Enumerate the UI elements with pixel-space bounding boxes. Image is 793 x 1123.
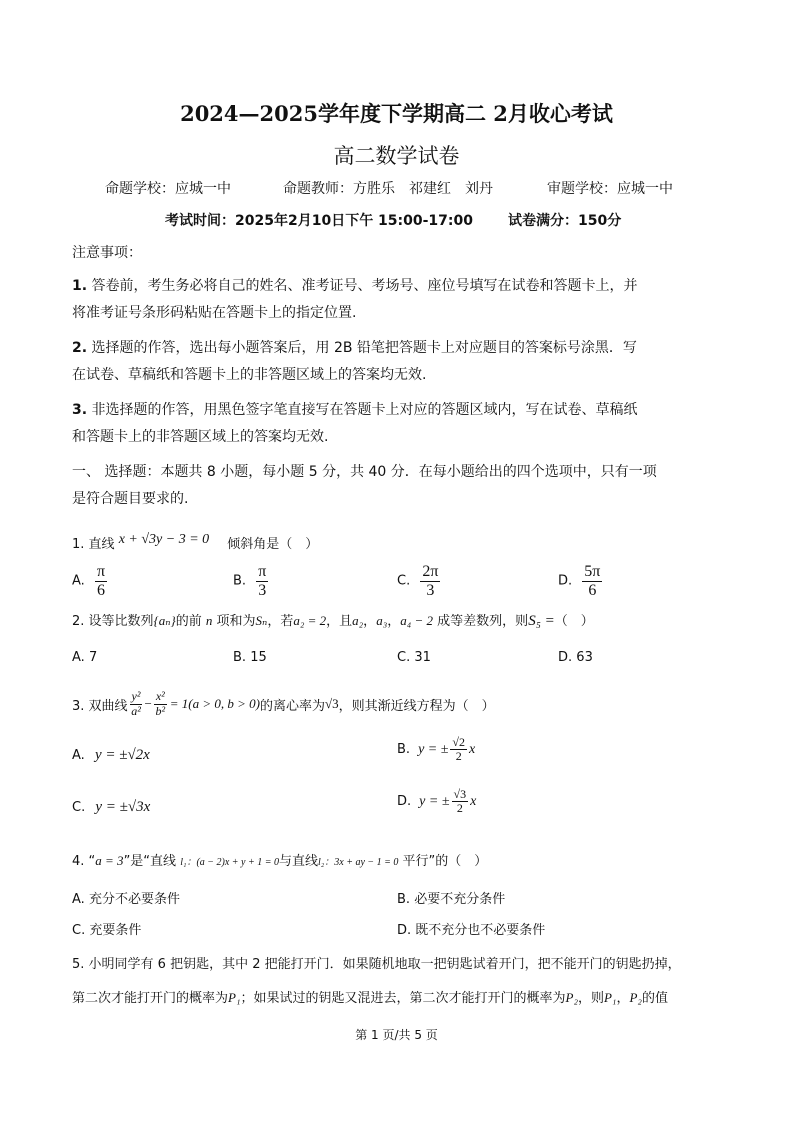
question-1 [72, 533, 318, 553]
option-label: B. [233, 573, 247, 589]
option-c[interactable] [72, 799, 150, 816]
fraction [450, 736, 467, 763]
option-suffix: x [470, 793, 477, 809]
exam-title: 2024—2025学年度下学期高二 2月收心考试 [180, 101, 613, 126]
notice-item-1 [72, 275, 638, 295]
question-text: 与直线 [278, 854, 318, 869]
notice-item-number: 3. [72, 402, 88, 418]
option-a[interactable] [72, 563, 107, 599]
probability-p2: P₂ [565, 990, 578, 1005]
line-l1-equation: ：(a − 2)x + y + 1 = 0 [186, 857, 279, 868]
exam-subtitle: 高二数学试卷 [333, 144, 460, 168]
option-label: C. [72, 800, 86, 815]
denominator: 6 [588, 581, 597, 599]
exam-time: 考试时间：2025年2月10日下午 15:00-17:00 [165, 213, 473, 229]
question-text: 2. 设等比数列 [72, 614, 154, 629]
question-2: 2. 设等比数列{aₙ}的前 n 项和为Sₙ，若a₂ = 2，且a₂，a₃，a₄ − 2 成等差数列，则S₅ =（ ） [72, 613, 594, 629]
notice-item-3-cont: 和答题卡上的非答题区域上的答案均无效. [72, 429, 329, 445]
option-value: 充分不必要条件 [88, 892, 180, 907]
question-text: ，且 [326, 614, 353, 629]
option-a[interactable] [72, 650, 97, 665]
option-a[interactable] [72, 747, 150, 764]
option-label: C. [72, 923, 86, 938]
line-l1: l₁ [180, 857, 187, 868]
notice-item-1-cont: 将准考证号条形码粘贴在答题卡上的指定位置. [72, 305, 357, 321]
option-label: B. [397, 742, 411, 758]
fraction [95, 563, 107, 599]
denominator: 2 [456, 801, 463, 816]
option-b[interactable] [233, 650, 267, 665]
numerator: √3 [453, 787, 467, 801]
question-text: ，若 [267, 614, 294, 629]
option-label: B. [233, 650, 247, 665]
answer-paren: （ ） [554, 614, 594, 629]
eccentricity: √3 [325, 696, 339, 711]
option-label: D. [558, 573, 573, 589]
question-text: 1. 直线 [72, 537, 115, 552]
question-text: 项和为 [216, 614, 256, 629]
question-text: 4. “ [72, 854, 96, 869]
question-5-cont: 第二次才能打开门的概率为P₁；如果试过的钥匙又混进去，第二次才能打开门的概率为P₂，则P₁，P₂的值 [72, 990, 668, 1006]
term-a3: a₃ [376, 613, 388, 628]
question-text: ；如果试过的钥匙又混进去，第二次才能打开门的概率为 [240, 991, 566, 1006]
option-value: 既不充分也不必要条件 [415, 923, 546, 938]
numerator: π [96, 563, 106, 580]
question-5: 5. 小明同学有 6 把钥匙，其中 2 把能打开门．如果随机地取一把钥匙试着开门，把不能开门的钥匙扔掉， [72, 957, 681, 972]
probability-p1: P₁ [603, 990, 617, 1005]
option-value: 充要条件 [89, 923, 142, 938]
numerator: x² [155, 689, 165, 704]
option-label: D. [558, 650, 573, 665]
option-label: A. [72, 892, 85, 907]
option-c[interactable] [72, 919, 141, 938]
question-text: ”是“直线 [123, 854, 177, 869]
variable-n: n [205, 613, 213, 628]
option-label: D. [397, 794, 412, 810]
numerator: π [258, 563, 267, 580]
line-l2: l₂ [318, 857, 325, 868]
fraction [154, 690, 167, 717]
fraction [256, 563, 268, 599]
review-school: 审题学校：应城一中 [547, 181, 673, 197]
proposing-teachers: 命题教师：方胜乐 祁建红 刘丹 [283, 181, 493, 197]
section-heading-cont: 是符合题目要求的. [72, 491, 189, 507]
notice-item-2 [72, 337, 637, 357]
option-label: A. [72, 748, 85, 763]
sequence-symbol: {aₙ} [153, 613, 176, 628]
question-text: 倾斜角是（ ） [227, 537, 319, 552]
option-value: 31 [414, 650, 431, 665]
question-3: 3. 双曲线 $\frac{\text{y²}}{\text{a²}}$ − $\frac{\text{x²}}{\text{b²}}$ = 1(a > 0, b > 0) 的离心率为 √3 ，则其渐近线方程为（ ） [72, 689, 495, 718]
option-a[interactable] [72, 888, 180, 907]
sum-symbol: Sₙ [255, 613, 268, 628]
option-value: y = ±√2x [94, 747, 150, 763]
option-label: A. [72, 650, 85, 665]
option-prefix: y = ± [419, 793, 450, 809]
question-text: 成等差数列，则 [437, 614, 529, 629]
option-label: D. [397, 923, 412, 938]
option-d[interactable] [558, 650, 593, 665]
fraction [420, 563, 440, 599]
equation-tail: = 1(a > 0, b > 0) [169, 696, 260, 711]
option-prefix: y = ± [418, 741, 449, 757]
question-text: 的前 [175, 614, 202, 629]
question-text: 3. 双曲线 [72, 698, 128, 714]
notice-heading: 注意事项： [72, 245, 142, 261]
option-b[interactable] [397, 736, 475, 763]
term-a2: a₂ = 2 [293, 613, 327, 628]
page-number: 第 1 页/共 5 页 [355, 1028, 438, 1042]
option-value: 必要不充分条件 [414, 892, 506, 907]
question-text: 的值 [641, 991, 668, 1006]
full-score: 试卷满分：150分 [508, 213, 622, 229]
option-value: 7 [88, 650, 98, 665]
option-d[interactable] [397, 919, 545, 938]
fraction [130, 690, 143, 717]
option-d[interactable] [558, 563, 602, 599]
term-a4: a₄ − 2 [400, 613, 434, 628]
option-value: 15 [250, 650, 267, 665]
option-label: B. [397, 892, 411, 907]
denominator: 6 [96, 581, 105, 599]
option-value: 63 [576, 650, 593, 665]
question-text: 的离心率为 [260, 698, 326, 714]
term-a2: a₂ [352, 613, 364, 628]
fraction [452, 788, 469, 815]
question-text: 平行”的（ ） [402, 854, 488, 869]
option-b[interactable] [397, 888, 505, 907]
notice-item-3 [72, 399, 638, 419]
question-text: ，则 [577, 991, 604, 1006]
option-label: C. [397, 573, 411, 589]
line-equation: x + √3y − 3 = 0 [118, 532, 210, 547]
notice-item-text: 非选择题的作答，用黑色签字笔直接写在答题卡上对应的答题区域内，写在试卷、草稿纸 [91, 402, 638, 418]
fraction [582, 563, 602, 599]
question-text: ，则其渐近线方程为（ ） [338, 698, 495, 714]
option-b[interactable] [233, 563, 268, 599]
notice-item-text: 选择题的作答，选出每小题答案后，用 2B 铅笔把答题卡上对应题目的答案标号涂黑．写 [91, 340, 637, 356]
probability-p2: P₂ [629, 990, 642, 1005]
probability-p1: P₁ [228, 990, 241, 1005]
denominator: 2 [455, 749, 462, 764]
option-label: C. [397, 650, 411, 665]
option-c[interactable] [397, 650, 431, 665]
numerator: 5π [584, 563, 601, 580]
option-label: A. [72, 573, 85, 589]
question-4 [72, 850, 487, 869]
numerator: y² [131, 689, 141, 704]
question-text: 第二次才能打开门的概率为 [72, 991, 229, 1006]
numerator: 2π [422, 563, 439, 580]
denominator: b² [155, 703, 166, 718]
notice-item-2-cont: 在试卷、草稿纸和答题卡上的非答题区域上的答案均无效. [72, 367, 427, 383]
option-value: y = ±√3x [95, 799, 151, 815]
denominator: 3 [426, 581, 435, 599]
numerator: √2 [452, 735, 466, 749]
denominator: a² [131, 703, 141, 718]
option-c[interactable] [397, 563, 440, 599]
option-suffix: x [469, 741, 476, 757]
option-d[interactable] [397, 788, 476, 815]
sum-s5: S₅ = [528, 613, 555, 629]
notice-item-number: 1. [72, 278, 88, 294]
proposing-school: 命题学校：应城一中 [105, 181, 231, 197]
denominator: 3 [258, 581, 267, 599]
notice-item-text: 答卷前，考生务必将自己的姓名、准考证号、考场号、座位号填写在试卷和答题卡上，并 [91, 278, 638, 294]
condition: a = 3 [95, 853, 124, 868]
notice-item-number: 2. [72, 340, 88, 356]
section-heading: 一、 选择题：本题共 8 小题，每小题 5 分，共 40 分．在每小题给出的四个选项中，只有一项 [72, 464, 657, 480]
line-l2-equation: ：3x + ay − 1 = 0 [324, 857, 399, 868]
